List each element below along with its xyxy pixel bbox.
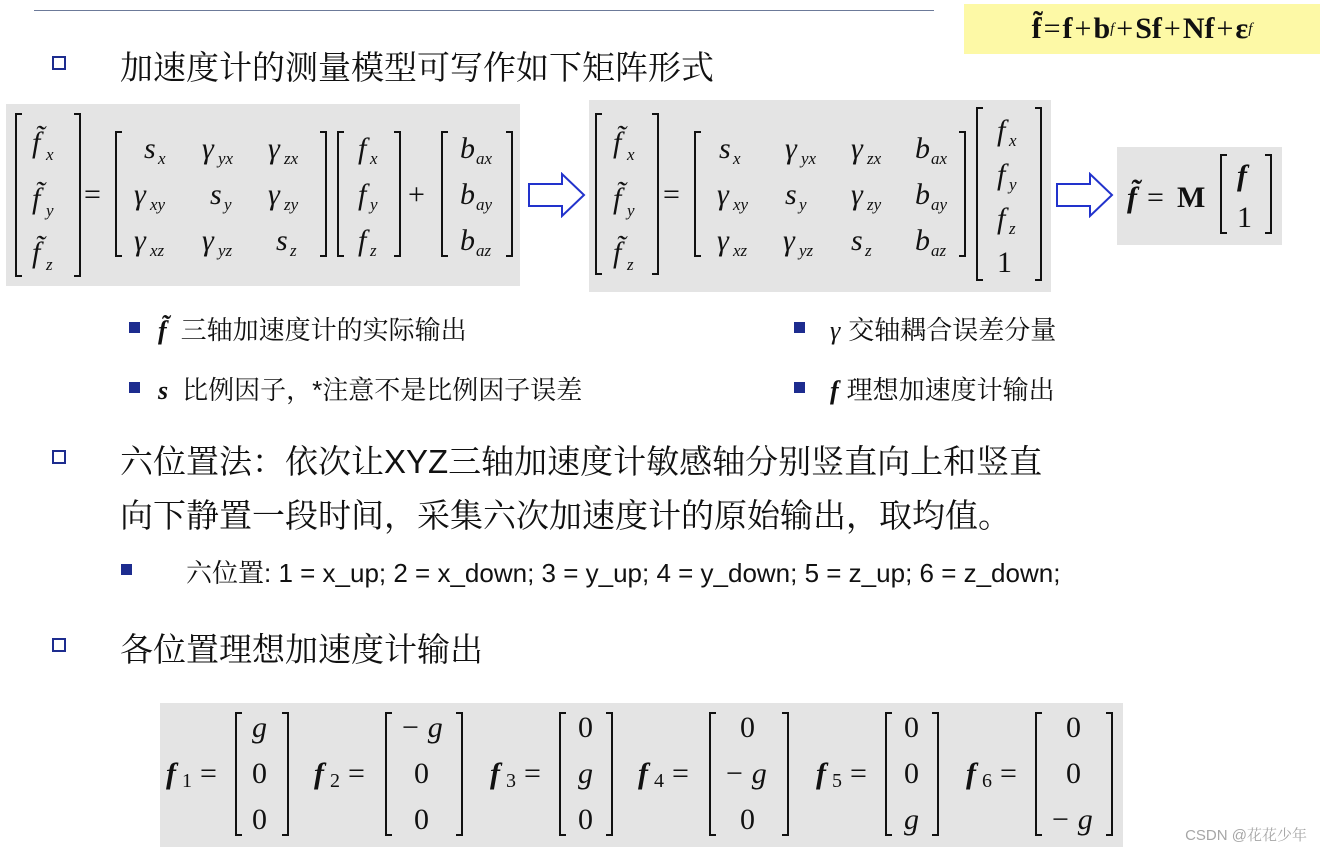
m-matrix-sub: z <box>865 241 872 260</box>
solid-square-icon <box>121 564 132 575</box>
s-matrix-sub: yz <box>218 241 233 260</box>
watermark: CSDN @花花少年 <box>1185 827 1307 844</box>
bracket-right <box>506 132 512 256</box>
m-matrix-cell: γ <box>851 178 863 211</box>
b-vector-cell: b <box>460 132 475 165</box>
f-vector-cell: f <box>358 132 367 165</box>
heading-six-position-line2: 向下静置一段时间，采集六次加速度计的原始输出，取均值。 <box>120 497 1011 534</box>
legend-item-scale-factor <box>158 370 582 407</box>
position-label: f <box>490 757 500 790</box>
position-vec-cell: 0 <box>578 803 593 836</box>
bracket-right <box>1265 155 1271 233</box>
s-matrix-cell: γ <box>268 132 280 165</box>
equation-compact-svg <box>1117 147 1282 245</box>
b-vector-sub: ax <box>476 149 493 168</box>
m-matrix-cell: γ <box>785 132 797 165</box>
position-vec-cell: 0 <box>904 757 919 790</box>
position-vec-cell: 0 <box>1066 711 1081 744</box>
compact-vec-f: f <box>1237 159 1247 192</box>
lhs-fz-sub: z <box>46 255 53 274</box>
bracket-right <box>320 132 326 256</box>
right-arrow-icon <box>1056 172 1114 218</box>
m-matrix-sub: ax <box>931 149 948 168</box>
formula-term-nf: Nf <box>1182 12 1215 45</box>
s-matrix-sub: x <box>158 149 166 168</box>
bracket-left <box>695 132 701 256</box>
formula-plus: + <box>1116 12 1134 45</box>
m-matrix-sub: xz <box>733 241 748 260</box>
f-aug-sub: x <box>1009 131 1017 150</box>
b-vector-sub: az <box>476 241 492 260</box>
positions-svg <box>160 703 1123 847</box>
m-matrix-cell: γ <box>783 224 795 257</box>
equals-sign: = <box>672 757 689 790</box>
m-matrix-cell: s <box>851 224 863 257</box>
equals-sign: = <box>850 757 867 790</box>
bracket-left <box>977 108 983 280</box>
bracket-right <box>652 114 658 274</box>
lhs-fx-sub: x <box>627 145 635 164</box>
m-matrix-sub: zx <box>867 149 882 168</box>
formula-term-b-sub: f <box>1110 20 1115 37</box>
f-aug-cell: f <box>997 202 1006 235</box>
m-matrix-sub: y <box>799 195 807 214</box>
lhs-fz-sub: z <box>627 255 634 274</box>
f-aug-cell: 1 <box>997 246 1012 279</box>
s-matrix-sub: xz <box>150 241 165 260</box>
bracket-left <box>596 114 602 274</box>
position-vec-cell: 0 <box>578 711 593 744</box>
f-vector-cell: f <box>358 224 367 257</box>
hollow-square-icon <box>52 638 66 652</box>
legend-text: 比例因子，*注意不是比例因子误差 <box>182 375 583 405</box>
bracket-left <box>116 132 122 256</box>
equals-sign: = <box>348 757 365 790</box>
formula-plus: + <box>1074 12 1092 45</box>
error-model-formula <box>964 4 1320 54</box>
m-matrix-cell: s <box>785 178 797 211</box>
position-vec-cell: 0 <box>414 803 429 836</box>
lhs-fy: f̃ <box>613 182 622 215</box>
position-vec-cell: 0 <box>1066 757 1081 790</box>
m-matrix-sub: yz <box>799 241 814 260</box>
s-matrix-sub: zy <box>284 195 299 214</box>
s-matrix-cell: s <box>144 132 156 165</box>
lhs-fx-sub: x <box>46 145 54 164</box>
legend-text: 理想加速度计输出 <box>846 375 1055 405</box>
position-vec-cell: 0 <box>252 803 267 836</box>
bracket-right <box>74 114 80 276</box>
heading-measurement-model: 加速度计的测量模型可写作如下矩阵形式 <box>120 49 714 86</box>
bracket-right <box>456 713 462 835</box>
lhs-fx: f̃ <box>32 126 41 159</box>
position-vec-cell: − g <box>724 757 767 790</box>
bracket-right <box>394 132 400 256</box>
b-vector-cell: b <box>460 224 475 257</box>
solid-square-icon <box>794 382 805 393</box>
bracket-left <box>560 713 566 835</box>
bracket-left <box>16 114 22 276</box>
f-aug-sub: y <box>1009 175 1017 194</box>
lhs-fy-sub: y <box>627 201 635 220</box>
position-sub: 3 <box>506 770 516 792</box>
position-vec-cell: 0 <box>414 757 429 790</box>
position-sub: 4 <box>654 770 664 792</box>
s-matrix-cell: γ <box>134 224 146 257</box>
position-vec-cell: − g <box>1050 803 1093 836</box>
position-label: f <box>966 757 976 790</box>
lhs-fy: f̃ <box>32 182 41 215</box>
position-vec-cell: g <box>252 711 267 744</box>
plus-sign: + <box>408 178 425 211</box>
bracket-right <box>782 713 788 835</box>
equation-compact-model <box>1117 147 1282 245</box>
solid-square-icon <box>794 322 805 333</box>
s-matrix-sub: yx <box>218 149 234 168</box>
equals-sign: = <box>84 178 101 211</box>
equation-measurement-svg <box>6 104 520 286</box>
solid-square-icon <box>129 322 140 333</box>
bracket-right <box>282 713 288 835</box>
s-matrix-sub: zx <box>284 149 299 168</box>
lhs-fz: f̃ <box>613 236 622 269</box>
formula-term-eps-sub: f <box>1248 20 1253 37</box>
bracket-left <box>710 713 716 835</box>
solid-square-icon <box>129 382 140 393</box>
position-vec-cell: g <box>578 757 593 790</box>
legend-symbol: γ <box>830 316 841 345</box>
position-vec-cell: 0 <box>740 711 755 744</box>
formula-term-f: f <box>1062 12 1073 45</box>
m-matrix-sub: xy <box>733 195 749 214</box>
bracket-left <box>442 132 448 256</box>
f-aug-cell: f <box>997 114 1006 147</box>
position-vec-cell: 0 <box>904 711 919 744</box>
bracket-left <box>386 713 392 835</box>
legend-text: 三轴加速度计的实际输出 <box>180 315 467 345</box>
lhs-fx: f̃ <box>613 126 622 159</box>
m-matrix-cell: b <box>915 224 930 257</box>
formula-plus: + <box>1163 12 1181 45</box>
m-matrix-sub: yx <box>801 149 817 168</box>
f-aug-sub: z <box>1009 219 1016 238</box>
bracket-left <box>236 713 242 835</box>
position-vec-cell: g <box>904 803 919 836</box>
position-label: f <box>638 757 648 790</box>
position-vec-cell: 0 <box>740 803 755 836</box>
formula-term-sf: Sf <box>1135 12 1162 45</box>
hollow-square-icon <box>52 450 66 464</box>
bracket-right <box>606 713 612 835</box>
legend-text: 交轴耦合误差分量 <box>848 315 1057 345</box>
m-matrix-cell: s <box>719 132 731 165</box>
formula-term-eps: ε <box>1235 12 1249 45</box>
f-aug-cell: f <box>997 158 1006 191</box>
f-vector-sub: x <box>370 149 378 168</box>
equation-augmented-model <box>589 100 1051 292</box>
formula-lhs: f̃ <box>1031 12 1042 45</box>
m-matrix-sub: ay <box>931 195 948 214</box>
position-sub: 5 <box>832 770 842 792</box>
equals-sign: = <box>200 757 217 790</box>
position-label: f <box>314 757 324 790</box>
m-matrix-sub: x <box>733 149 741 168</box>
equals-sign: = <box>524 757 541 790</box>
s-matrix-cell: γ <box>134 178 146 211</box>
formula-plus: + <box>1216 12 1234 45</box>
bracket-left <box>1221 155 1227 233</box>
s-matrix-cell: s <box>276 224 288 257</box>
legend-item-cross-coupling <box>830 310 1056 347</box>
s-matrix-sub: xy <box>150 195 166 214</box>
formula-eq: = <box>1043 12 1061 45</box>
legend-symbol: f̃ <box>158 316 167 345</box>
m-matrix-cell: γ <box>717 224 729 257</box>
m-matrix-cell: γ <box>851 132 863 165</box>
compact-lhs: f̃ <box>1127 181 1137 214</box>
bracket-right <box>932 713 938 835</box>
heading-ideal-output: 各位置理想加速度计输出 <box>120 631 483 668</box>
f-vector-sub: z <box>370 241 377 260</box>
equation-augmented-svg <box>589 100 1051 292</box>
f-vector-sub: y <box>370 195 378 214</box>
s-matrix-cell: γ <box>202 224 214 257</box>
s-matrix-sub: y <box>224 195 232 214</box>
heading-six-position-line1: 六位置法：依次让XYZ三轴加速度计敏感轴分别竖直向上和竖直 <box>120 443 1043 480</box>
compact-vec-one: 1 <box>1237 201 1252 234</box>
right-arrow-icon <box>528 172 586 218</box>
bracket-left <box>1036 713 1042 835</box>
position-label: f <box>166 757 176 790</box>
m-matrix-sub: zy <box>867 195 882 214</box>
equals-sign: = <box>1000 757 1017 790</box>
s-matrix-cell: γ <box>268 178 280 211</box>
top-rule <box>34 10 934 11</box>
s-matrix-sub: z <box>290 241 297 260</box>
equation-ideal-positions <box>160 703 1123 847</box>
bracket-left <box>338 132 344 256</box>
lhs-fz: f̃ <box>32 236 41 269</box>
m-matrix-cell: b <box>915 178 930 211</box>
position-vec-cell: 0 <box>252 757 267 790</box>
six-positions-definition: 六位置: 1 = x_up; 2 = x_down; 3 = y_up; 4 = y_down; 5 = z_up; 6 = z_down; <box>186 558 1061 588</box>
equals-sign: = <box>663 178 680 211</box>
bracket-right <box>1106 713 1112 835</box>
s-matrix-cell: γ <box>202 132 214 165</box>
equals-sign: = <box>1147 181 1164 214</box>
bracket-left <box>886 713 892 835</box>
matrix-m: M <box>1177 181 1206 214</box>
b-vector-cell: b <box>460 178 475 211</box>
f-vector-cell: f <box>358 178 367 211</box>
position-sub: 2 <box>330 770 340 792</box>
equation-measurement-model <box>6 104 520 286</box>
m-matrix-sub: az <box>931 241 947 260</box>
position-sub: 6 <box>982 770 992 792</box>
legend-item-actual-output <box>158 310 467 347</box>
position-label: f <box>816 757 826 790</box>
m-matrix-cell: γ <box>717 178 729 211</box>
legend-symbol: s <box>158 376 169 405</box>
s-matrix-cell: s <box>210 178 222 211</box>
position-vec-cell: − g <box>400 711 443 744</box>
position-sub: 1 <box>182 770 192 792</box>
legend-symbol: f <box>830 376 839 405</box>
legend-item-ideal-output <box>830 370 1055 407</box>
bracket-right <box>959 132 965 256</box>
b-vector-sub: ay <box>476 195 493 214</box>
hollow-square-icon <box>52 56 66 70</box>
bracket-right <box>1035 108 1041 280</box>
formula-term-b: b <box>1093 12 1111 45</box>
lhs-fy-sub: y <box>46 201 54 220</box>
m-matrix-cell: b <box>915 132 930 165</box>
